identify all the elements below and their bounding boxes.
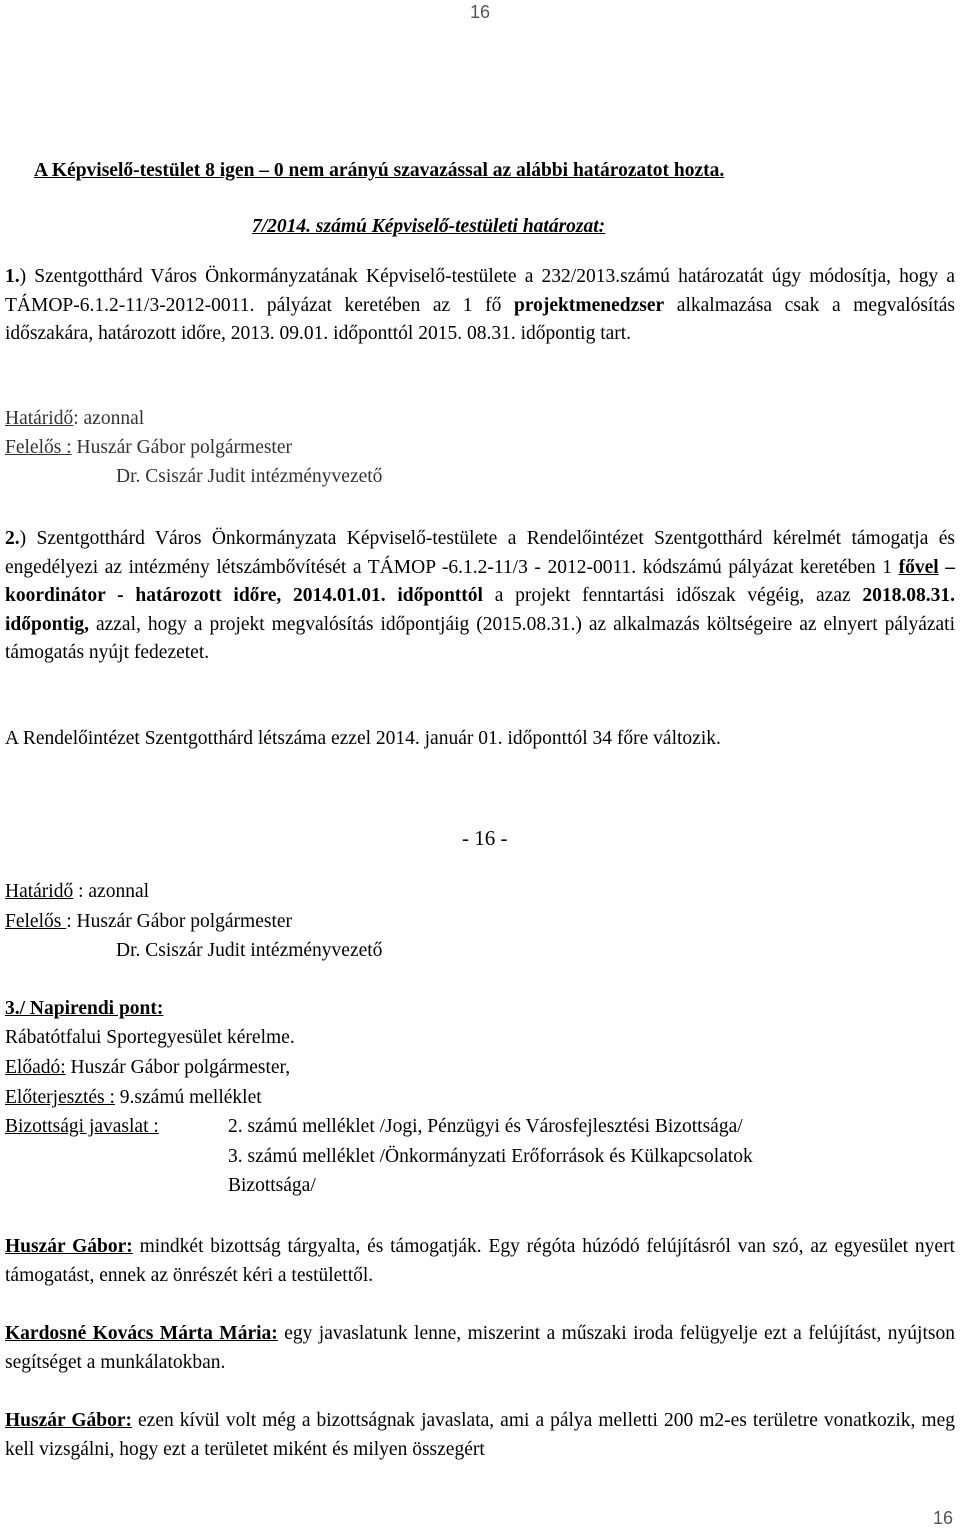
decision-heading: A Képviselő-testület 8 igen – 0 nem arányú szavazással az alábbi határozatot hozta. — [34, 160, 725, 181]
responsible-line — [5, 437, 292, 459]
agenda-subject: Rábatótfalui Sportegyesület kérelme. — [5, 1027, 295, 1048]
submission-line — [5, 1087, 262, 1109]
speaker-name: Kardosné Kovács Márta Mária: — [5, 1323, 278, 1344]
submission-value: 9.számú melléklet — [114, 1087, 262, 1108]
deadline-label: Határidő — [5, 408, 74, 429]
item-bold-underlined: fővel — [898, 556, 939, 578]
item-number: 1. — [5, 266, 20, 287]
agenda-heading: 3./ Napirendi pont: — [5, 998, 164, 1019]
dialogue-paragraph — [5, 1406, 955, 1464]
responsible-value: : Huszár Gábor polgármester — [66, 911, 293, 932]
presenter-value: Huszár Gábor polgármester, — [65, 1057, 291, 1078]
responsible-label: Felelős : — [5, 437, 72, 458]
responsible-value: Huszár Gábor polgármester — [71, 437, 292, 458]
footer-page-number: 16 — [933, 1508, 954, 1528]
presenter-line — [5, 1057, 290, 1079]
presenter-label: Előadó: — [5, 1057, 66, 1078]
committee-line-2: 3. számú melléklet /Önkormányzati Erőforrások és Külkapcsolatok — [228, 1146, 753, 1167]
speech-text: mindkét bizottság tárgyalta, és támogatják. Egy régóta húzódó felújításról van szó, az egyesület nyert támogatást, ennek az önrészét kéri a testülettől. — [5, 1236, 955, 1286]
speech-text: ezen kívül volt még a bizottságnak javaslata, ami a pálya melletti 200 m2-es területre vonatkozik, meg kell vizsgálni, hogy ezt a területet miként és milyen összegért — [5, 1410, 955, 1460]
resolution-title: 7/2014. számú Képviselő-testületi határozat: — [252, 216, 606, 237]
deadline-value: : azonnal — [73, 408, 145, 429]
speaker-name: Huszár Gábor: — [5, 1236, 133, 1257]
staff-note: A Rendelőintézet Szentgotthárd létszáma ezzel 2014. január 01. időponttól 34 főre változik. — [5, 728, 721, 749]
committee-line-1: 2. számú melléklet /Jogi, Pénzügyi és Városfejlesztési Bizottsága/ — [228, 1116, 743, 1137]
responsible-second: Dr. Csiszár Judit intézményvezető — [116, 940, 383, 961]
deadline-line — [5, 881, 149, 903]
item-number: 2. — [5, 528, 20, 549]
item-text: alkalmazása csak a megvalósítás időszakára, határozott időre, 2013. 09.01. időponttól 2015. 08.31. időpontig tart. — [5, 294, 956, 344]
header-page-number: 16 — [470, 2, 491, 22]
resolution-item-2 — [5, 525, 955, 668]
responsible-line — [5, 911, 292, 933]
resolution-item-1 — [5, 263, 955, 349]
item-bold-text: projektmenedzser — [514, 294, 665, 316]
committee-line-3: Bizottsága/ — [228, 1175, 316, 1196]
item-text: azzal, hogy a projekt megvalósítás időpontjáig (2015.08.31.) az alkalmazás költségeire az elnyert pályázati támogatás nyújt fedezetet. — [5, 613, 955, 663]
dialogue-paragraph — [5, 1319, 955, 1377]
item-text: ) Szentgotthárd Város Önkormányzata Képviselő-testülete a Rendelőintézet Szentgotthárd kérelmét támogatja és engedélyezi az intézmény létszámbővítését a TÁMOP -6.1.2-11/3 - 2012-0011. kódszámú pályázat keretében 1 — [5, 528, 955, 578]
item-bold-text: 2018.08.31. időpontig, — [5, 585, 955, 635]
deadline-line — [5, 408, 144, 430]
speech-text: egy javaslatunk lenne, miszerint a műszaki iroda felügyelje ezt a felújítást, nyújtson segítséget a munkálatokban. — [5, 1323, 955, 1373]
speaker-name: Huszár Gábor: — [5, 1410, 132, 1431]
responsible-label: Felelős — [5, 911, 67, 932]
deadline-value: : azonnal — [73, 881, 150, 902]
responsible-second: Dr. Csiszár Judit intézményvezető — [116, 466, 383, 487]
committee-label-line — [5, 1116, 159, 1138]
submission-label: Előterjesztés : — [5, 1087, 115, 1108]
item-text: a projekt fenntartási időszak végéig, azaz — [482, 585, 863, 606]
deadline-label: Határidő — [5, 881, 74, 902]
committee-label: Bizottsági javaslat : — [5, 1116, 159, 1137]
page-marker: - 16 - — [462, 826, 508, 850]
dialogue-paragraph — [5, 1232, 955, 1290]
item-bold-text: – koordinátor - határozott időre, 2014.01.01. időponttól — [5, 556, 956, 606]
item-text: ) Szentgotthárd Város Önkormányzatának Képviselő-testülete a 232/2013.számú határozatát úgy módosítja, hogy a TÁMOP-6.1.2-11/3-2012-0011. pályázat keretében az 1 fő — [5, 266, 955, 316]
